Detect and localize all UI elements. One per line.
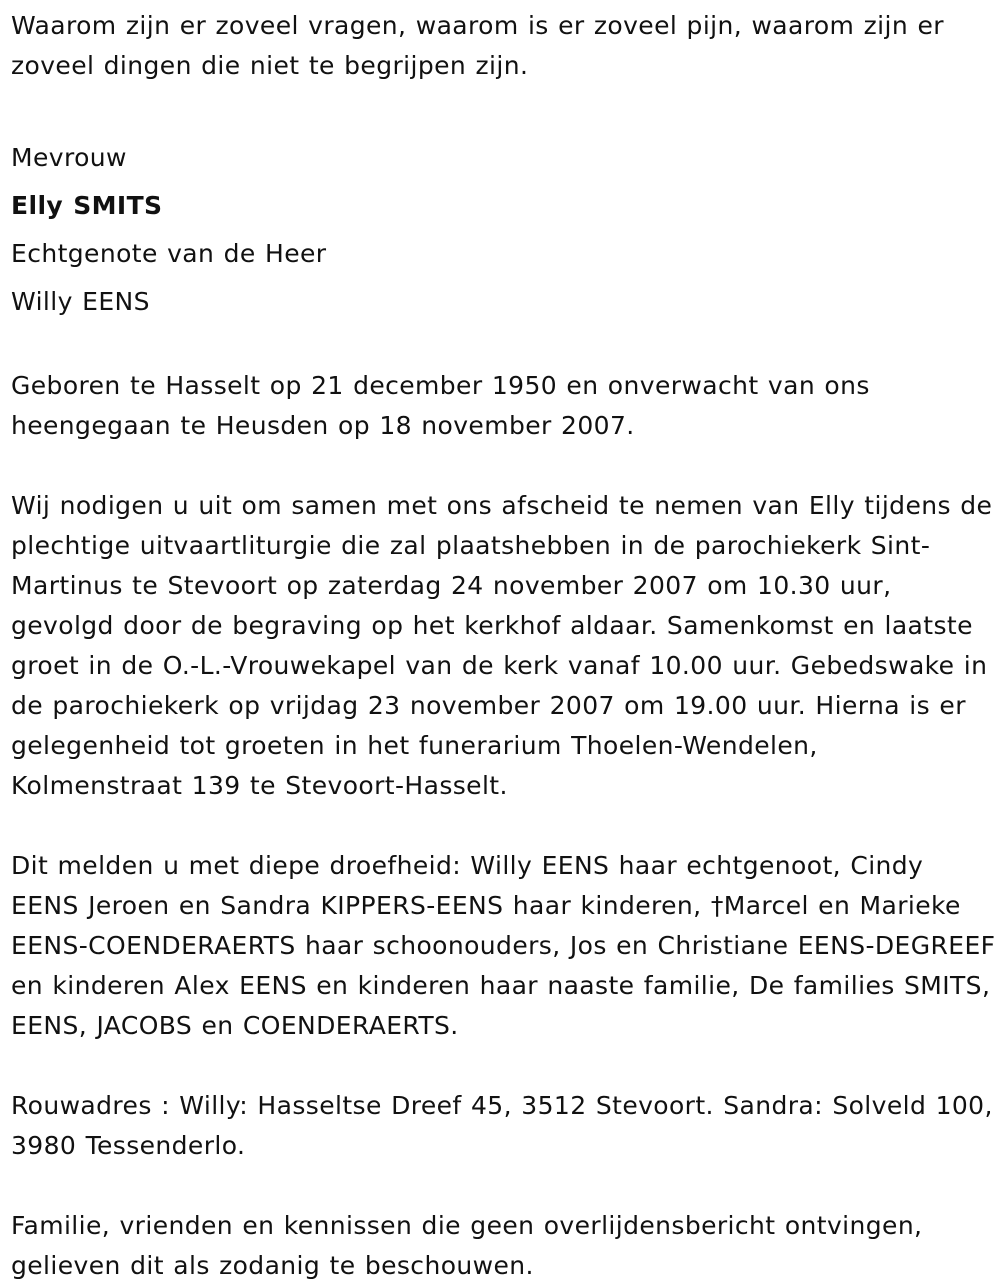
spacer: [11, 1166, 996, 1206]
deceased-title: Mevrouw: [11, 143, 127, 172]
obituary-notice: [11, 6, 996, 1286]
closing-note: Familie, vrienden en kennissen die geen overlijdensbericht ontvingen, gelieven dit als zodanig te beschouwen.: [11, 1211, 923, 1280]
deceased-relation: Echtgenote van de Heer: [11, 239, 327, 268]
birth-death-paragraph: Geboren te Hasselt op 21 december 1950 en onverwacht van ons heengegaan te Heusden op 18 november 2007.: [11, 371, 870, 440]
deceased-name: Elly SMITS: [11, 191, 163, 220]
funeral-details-paragraph: Wij nodigen u uit om samen met ons afscheid te nemen van Elly tijdens de plechtige uitvaartliturgie die zal plaatshebben in de parochiekerk Sint-Martinus te Stevoort op zaterdag 24 november 2007 om 10.30 uur, gevolgd door de begraving op het kerkhof aldaar. Samenkomst en laatste groet in de O.-L.-Vrouwekapel van de kerk vanaf 10.00 uur. Gebedswake in de parochiekerk op vrijdag 23 november 2007 om 19.00 uur. Hierna is er gelegenheid tot groeten in het funerarium Thoelen-Wendelen, Kolmenstraat 139 te Stevoort-Hasselt.: [11, 491, 993, 800]
mourning-address: Rouwadres : Willy: Hasseltse Dreef 45, 3512 Stevoort. Sandra: Solveld 100, 3980 Tessenderlo.: [11, 1091, 993, 1160]
spouse-name: Willy EENS: [11, 287, 150, 316]
spacer: [11, 446, 996, 486]
spacer: [11, 1046, 996, 1086]
announced-by-paragraph: Dit melden u met diepe droefheid: Willy EENS haar echtgenoot, Cindy EENS Jeroen en Sandra KIPPERS-EENS haar kinderen, †Marcel en Marieke EENS-COENDERAERTS haar schoonouders, Jos en Christiane EENS-DEGREEF en kinderen Alex EENS en kinderen haar naaste familie, De families SMITS, EENS, JACOBS en COENDERAERTS.: [11, 851, 996, 1040]
spacer: [11, 126, 996, 134]
opening-quote: Waarom zijn er zoveel vragen, waarom is er zoveel pijn, waarom zijn er zoveel dingen die niet te begrijpen zijn.: [11, 11, 944, 80]
spacer: [11, 326, 996, 366]
spacer: [11, 86, 996, 126]
spacer: [11, 806, 996, 846]
